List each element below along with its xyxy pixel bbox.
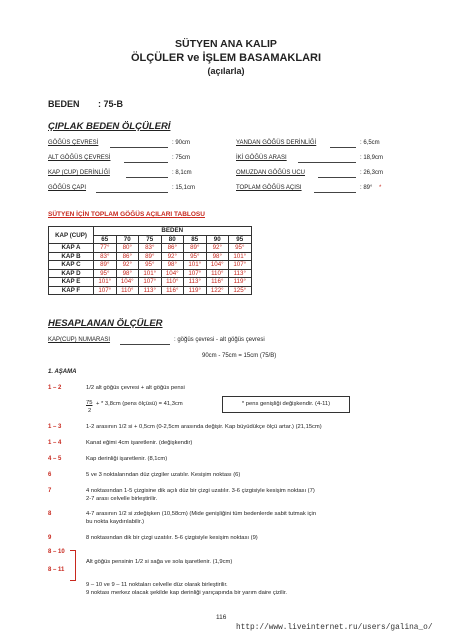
table-corner-cell: KAP (CUP)	[49, 227, 94, 244]
cup-label: KAP C	[49, 261, 94, 270]
angle-cell: 113°	[139, 286, 162, 295]
angle-cell: 122°	[206, 286, 229, 295]
angle-cell: 89°	[184, 244, 207, 253]
measurement-value: : 18,9cm	[360, 155, 384, 161]
beden-value: : 75-B	[98, 99, 124, 109]
cup-label: KAP B	[49, 252, 94, 261]
angle-cell: 98°	[116, 269, 139, 278]
fraction-numerator: 75	[86, 400, 93, 406]
cup-calculation: 90cm - 75cm = 15cm (75/B)	[202, 353, 277, 359]
angle-cell: 95°	[229, 244, 252, 253]
size-cell: 95	[229, 235, 252, 244]
table-row	[49, 278, 252, 287]
measurement-value: : 6,5cm	[360, 140, 380, 146]
watermark-url: http://www.liveinternet.ru/users/galina_o/	[236, 624, 433, 632]
fraction-denominator: 2	[88, 408, 92, 414]
angle-cell: 95°	[94, 269, 117, 278]
angle-cell: 101°	[139, 269, 162, 278]
page-subtitle-note: (açılarla)	[207, 66, 245, 76]
step-text: Kanat eğimi 4cm işaretlenir. (değişkendir)	[86, 440, 193, 446]
step-text: Alt göğüs pensinin 1/2 si sağa ve sola işaretlenir. (1,9cm)	[86, 559, 233, 565]
angle-cell: 119°	[229, 278, 252, 287]
table-row	[49, 286, 252, 295]
angle-cell: 107°	[184, 269, 207, 278]
leader-line	[314, 192, 356, 193]
angle-cell: 104°	[206, 261, 229, 270]
leader-line	[126, 177, 168, 178]
step-number: 6	[48, 472, 52, 478]
measurement-label: YANDAN GÖĞÜS DERİNLİĞİ	[236, 140, 317, 146]
measurement-label: ALT GÖĞÜS ÇEVRESİ	[48, 155, 111, 161]
measurement-label: İKİ GÖĞÜS ARASI	[236, 155, 287, 161]
measurement-label: OMUZDAN GÖĞÜS UCU	[236, 170, 305, 176]
angle-cell: 125°	[229, 286, 252, 295]
step-number: 1 – 2	[48, 385, 62, 391]
angle-cell: 86°	[116, 252, 139, 261]
asterisk-mark: *	[379, 185, 382, 191]
leader-line	[318, 177, 356, 178]
step-number: 7	[48, 488, 52, 494]
angle-cell: 89°	[94, 261, 117, 270]
bracket-mark	[70, 550, 76, 581]
table-row	[49, 244, 252, 253]
angle-table	[48, 226, 252, 295]
angle-cell: 83°	[139, 244, 162, 253]
measurement-value: : 89°	[360, 185, 373, 191]
measurement-value: : 26,3cm	[360, 170, 384, 176]
cup-label: KAP D	[49, 269, 94, 278]
angle-cell: 110°	[161, 278, 184, 287]
step-number: 8 – 11	[48, 567, 65, 573]
size-cell: 80	[161, 235, 184, 244]
step-number: 4 – 5	[48, 456, 62, 462]
size-cell: 65	[94, 235, 117, 244]
step-text: 1/2 alt göğüs çevresi + alt göğüs pensi	[86, 385, 185, 391]
measurement-value: : 8,1cm	[172, 170, 192, 176]
angle-cell: 95°	[139, 261, 162, 270]
page-number: 116	[216, 614, 227, 621]
angle-cell: 110°	[116, 286, 139, 295]
size-cell: 85	[184, 235, 207, 244]
cup-number-label: KAP(CUP) NUMARASI	[48, 337, 111, 343]
size-cell: 75	[139, 235, 162, 244]
table-row	[49, 261, 252, 270]
measurement-label: TOPLAM GÖĞÜS AÇISI	[236, 185, 302, 191]
angle-cell: 101°	[229, 252, 252, 261]
step-number: 1 – 3	[48, 424, 62, 430]
leader-line	[330, 147, 356, 148]
step-text: 8 noktasından dik bir çizgi uzatılır. 5-6 çizgisiyle kesişim noktası (9)	[86, 535, 258, 541]
angle-cell: 83°	[94, 252, 117, 261]
step-text: 4 noktasından 1-5 çizgisine dik açılı düz bir çizgi uzatılır. 3-6 çizgisiyle kesişim noktası (7)	[86, 488, 315, 494]
angle-cell: 113°	[184, 278, 207, 287]
measurement-label: KAP (CUP) DERİNLİĞİ	[48, 170, 110, 176]
angle-cell: 92°	[116, 261, 139, 270]
leader-line	[124, 162, 168, 163]
step-number: 8	[48, 511, 52, 517]
step-text-continued: 2-7 arası celvelle birleştirilir.	[86, 496, 158, 502]
table-row	[49, 252, 252, 261]
angle-cell: 95°	[184, 252, 207, 261]
step-text: 1-2 arasının 1/2 si + 0,5cm (0-2,5cm arasında değişir. Kap büyüdükçe ölçü artar.) (21,15cm)	[86, 424, 322, 430]
step-number: 9	[48, 535, 52, 541]
section-title-body-measurements: ÇIPLAK BEDEN ÖLÇÜLERİ	[48, 121, 171, 132]
angle-cell: 98°	[161, 261, 184, 270]
page-title: SÜTYEN ANA KALIP	[175, 38, 277, 50]
angle-cell: 86°	[161, 244, 184, 253]
leader-line	[120, 344, 170, 345]
measurement-label: GÖĞÜS ÇAPI	[48, 185, 87, 191]
angle-cell: 104°	[161, 269, 184, 278]
measurement-value: : 90cm	[172, 140, 191, 146]
fraction-expression: + * 3,8cm (pens ölçüsü) = 41,3cm	[96, 401, 183, 407]
angle-cell: 119°	[184, 286, 207, 295]
table-header-row	[49, 227, 252, 236]
angle-cell: 107°	[229, 261, 252, 270]
angle-cell: 89°	[139, 252, 162, 261]
size-cell: 70	[116, 235, 139, 244]
step-text-continued: bu nokta kaydırılabilir.)	[86, 519, 144, 525]
size-cell: 90	[206, 235, 229, 244]
angle-cell: 107°	[139, 278, 162, 287]
leader-line	[298, 162, 356, 163]
measurement-label: GÖĞÜS ÇEVRESİ	[48, 140, 99, 146]
angle-table-title: SÜTYEN İÇİN TOPLAM GÖĞÜS AÇILARI TABLOSU	[48, 211, 205, 218]
angle-cell: 92°	[206, 244, 229, 253]
angle-cell: 116°	[161, 286, 184, 295]
leader-line	[110, 147, 168, 148]
angle-cell: 101°	[184, 261, 207, 270]
angle-cell: 104°	[116, 278, 139, 287]
step-number: 8 – 10	[48, 549, 65, 555]
beden-label: BEDEN	[48, 99, 80, 109]
measurement-value: : 15,1cm	[172, 185, 196, 191]
angle-cell: 110°	[206, 269, 229, 278]
angle-cell: 107°	[94, 286, 117, 295]
cup-formula: : göğüs çevresi - alt göğüs çevresi	[174, 337, 265, 343]
cup-label: KAP E	[49, 278, 94, 287]
table-beden-header: BEDEN	[94, 227, 252, 236]
closing-line: 9 noktası merkez olacak şekilde kap derinliği yarıçapında bir yarım daire çizilir.	[86, 590, 288, 596]
leader-line	[96, 192, 168, 193]
cup-label: KAP F	[49, 286, 94, 295]
angle-cell: 98°	[206, 252, 229, 261]
stage-title: 1. AŞAMA	[48, 369, 77, 375]
cup-label: KAP A	[49, 244, 94, 253]
angle-cell: 113°	[229, 269, 252, 278]
page-subtitle: ÖLÇÜLER ve İŞLEM BASAMAKLARI	[130, 52, 322, 64]
note-box: * pens genişliği değişkendir. (4-11)	[222, 396, 350, 413]
angle-cell: 80°	[116, 244, 139, 253]
step-text: 5 ve 3 noktalarından düz çizgiler uzatılır. Kesişim noktası (6)	[86, 472, 241, 478]
angle-cell: 92°	[161, 252, 184, 261]
angle-cell: 116°	[206, 278, 229, 287]
table-row	[49, 269, 252, 278]
angle-cell: 77°	[94, 244, 117, 253]
section-title-calculated: HESAPLANAN ÖLÇÜLER	[48, 318, 163, 329]
step-text: Kap derinliği işaretlenir. (8,1cm)	[86, 456, 168, 462]
measurement-value: : 75cm	[172, 155, 191, 161]
angle-cell: 101°	[94, 278, 117, 287]
step-number: 1 – 4	[48, 440, 62, 446]
closing-line: 9 – 10 ve 9 – 11 noktaları celvelle düz olarak birleştirilir.	[86, 582, 228, 588]
step-text: 4-7 arasının 1/2 si zdeğişken (10,58cm) (Mide genişliğini tüm bedenlerde sabit tutmak için	[86, 511, 317, 517]
